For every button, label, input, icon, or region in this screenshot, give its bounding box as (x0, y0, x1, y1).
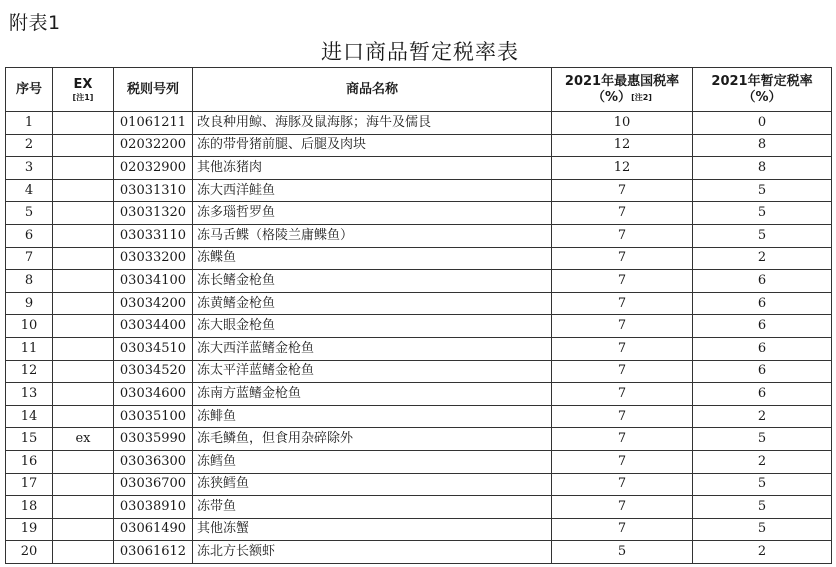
cell-seq: 13 (6, 383, 53, 406)
cell-mfn-rate: 7 (552, 518, 693, 541)
table-row (6, 518, 832, 541)
table-row (6, 541, 832, 564)
cell-mfn-rate: 7 (552, 292, 693, 315)
cell-ex (53, 270, 114, 293)
cell-seq: 11 (6, 337, 53, 360)
cell-ex (53, 450, 114, 473)
cell-ex (53, 337, 114, 360)
cell-temp-rate: 5 (693, 202, 832, 225)
header-mfn-note: [注2] (631, 92, 652, 102)
cell-name: 其他冻猪肉 (193, 157, 552, 180)
header-mfn-unit: （%） (592, 89, 632, 105)
cell-temp-rate: 0 (693, 112, 832, 135)
cell-code: 03035990 (114, 428, 193, 451)
cell-ex (53, 315, 114, 338)
cell-temp-rate: 8 (693, 157, 832, 180)
cell-name: 冻多瑙哲罗鱼 (193, 202, 552, 225)
cell-ex (53, 134, 114, 157)
cell-mfn-rate: 7 (552, 450, 693, 473)
cell-seq: 19 (6, 518, 53, 541)
cell-temp-rate: 5 (693, 473, 832, 496)
cell-name: 冻鲱鱼 (193, 405, 552, 428)
table-row (6, 337, 832, 360)
cell-code: 03034400 (114, 315, 193, 338)
cell-temp-rate: 8 (693, 134, 832, 157)
cell-mfn-rate: 7 (552, 247, 693, 270)
cell-mfn-rate: 7 (552, 315, 693, 338)
cell-code: 03031320 (114, 202, 193, 225)
cell-ex (53, 518, 114, 541)
cell-ex (53, 247, 114, 270)
cell-ex (53, 112, 114, 135)
table-row (6, 202, 832, 225)
header-temp-rate (693, 68, 832, 112)
cell-seq: 15 (6, 428, 53, 451)
table-row (6, 134, 832, 157)
cell-name: 冻大西洋鲑鱼 (193, 179, 552, 202)
cell-mfn-rate: 7 (552, 473, 693, 496)
cell-mfn-rate: 7 (552, 337, 693, 360)
table-row (6, 405, 832, 428)
cell-mfn-rate: 7 (552, 224, 693, 247)
cell-name: 冻毛鳞鱼，但食用杂碎除外 (193, 428, 552, 451)
table-row (6, 315, 832, 338)
cell-code: 02032200 (114, 134, 193, 157)
cell-mfn-rate: 7 (552, 270, 693, 293)
cell-seq: 20 (6, 541, 53, 564)
table-row (6, 428, 832, 451)
cell-seq: 10 (6, 315, 53, 338)
cell-temp-rate: 6 (693, 360, 832, 383)
cell-mfn-rate: 7 (552, 496, 693, 519)
cell-temp-rate: 5 (693, 518, 832, 541)
cell-name: 冻大西洋蓝鳍金枪鱼 (193, 337, 552, 360)
cell-name: 冻太平洋蓝鳍金枪鱼 (193, 360, 552, 383)
cell-seq: 6 (6, 224, 53, 247)
cell-temp-rate: 5 (693, 179, 832, 202)
cell-ex (53, 224, 114, 247)
table-row (6, 179, 832, 202)
cell-ex (53, 157, 114, 180)
cell-code: 03034600 (114, 383, 193, 406)
table-row (6, 247, 832, 270)
cell-name: 冻北方长额虾 (193, 541, 552, 564)
cell-code: 01061211 (114, 112, 193, 135)
table-title: 进口商品暂定税率表 (321, 40, 519, 64)
header-temp-label: 2021年暂定税率 (711, 73, 813, 89)
cell-temp-rate: 5 (693, 428, 832, 451)
cell-name: 冻黄鳍金枪鱼 (193, 292, 552, 315)
table-row (6, 292, 832, 315)
cell-temp-rate: 5 (693, 496, 832, 519)
cell-temp-rate: 2 (693, 541, 832, 564)
cell-code: 03031310 (114, 179, 193, 202)
cell-temp-rate: 6 (693, 315, 832, 338)
cell-temp-rate: 2 (693, 247, 832, 270)
cell-name: 冻狭鳕鱼 (193, 473, 552, 496)
cell-seq: 16 (6, 450, 53, 473)
cell-seq: 3 (6, 157, 53, 180)
cell-code: 03036300 (114, 450, 193, 473)
cell-seq: 14 (6, 405, 53, 428)
cell-code: 03038910 (114, 496, 193, 519)
cell-code: 03034510 (114, 337, 193, 360)
cell-mfn-rate: 12 (552, 134, 693, 157)
cell-code: 03034200 (114, 292, 193, 315)
header-ex-note: [注1] (72, 92, 94, 102)
cell-mfn-rate: 7 (552, 383, 693, 406)
cell-ex (53, 473, 114, 496)
cell-seq: 4 (6, 179, 53, 202)
cell-ex (53, 383, 114, 406)
table-row (6, 224, 832, 247)
header-mfn-label: 2021年最惠国税率 (564, 73, 680, 89)
cell-mfn-rate: 7 (552, 405, 693, 428)
cell-name: 冻南方蓝鳍金枪鱼 (193, 383, 552, 406)
cell-temp-rate: 2 (693, 405, 832, 428)
cell-mfn-rate: 7 (552, 202, 693, 225)
cell-seq: 9 (6, 292, 53, 315)
cell-mfn-rate: 7 (552, 428, 693, 451)
cell-name: 冻鳕鱼 (193, 450, 552, 473)
cell-code: 03061490 (114, 518, 193, 541)
cell-name: 冻马舌鲽（格陵兰庸鲽鱼） (193, 224, 552, 247)
header-ex (53, 68, 114, 112)
header-ex-label: EX (73, 76, 93, 92)
cell-mfn-rate: 12 (552, 157, 693, 180)
cell-code: 03036700 (114, 473, 193, 496)
cell-name: 其他冻蟹 (193, 518, 552, 541)
table-row (6, 360, 832, 383)
cell-ex: ex (53, 428, 114, 451)
table-row (6, 383, 832, 406)
cell-seq: 17 (6, 473, 53, 496)
cell-temp-rate: 5 (693, 224, 832, 247)
cell-temp-rate: 6 (693, 270, 832, 293)
table-row (6, 496, 832, 519)
header-mfn-rate (552, 68, 693, 112)
cell-name: 改良种用鲸、海豚及鼠海豚；海牛及儒艮 (193, 112, 552, 135)
table-header-row (6, 68, 832, 112)
cell-code: 03033110 (114, 224, 193, 247)
cell-ex (53, 202, 114, 225)
cell-code: 03061612 (114, 541, 193, 564)
table-row (6, 157, 832, 180)
cell-code: 03034520 (114, 360, 193, 383)
header-temp-unit: （%） (742, 89, 782, 105)
cell-name: 冻带鱼 (193, 496, 552, 519)
cell-seq: 1 (6, 112, 53, 135)
cell-seq: 5 (6, 202, 53, 225)
cell-name: 冻鲽鱼 (193, 247, 552, 270)
cell-temp-rate: 6 (693, 292, 832, 315)
cell-code: 03034100 (114, 270, 193, 293)
table-row (6, 270, 832, 293)
header-code: 税则号列 (114, 68, 193, 112)
cell-code: 03033200 (114, 247, 193, 270)
cell-seq: 7 (6, 247, 53, 270)
cell-mfn-rate: 7 (552, 179, 693, 202)
cell-mfn-rate: 5 (552, 541, 693, 564)
cell-ex (53, 541, 114, 564)
cell-ex (53, 405, 114, 428)
cell-ex (53, 360, 114, 383)
cell-code: 02032900 (114, 157, 193, 180)
cell-temp-rate: 2 (693, 450, 832, 473)
table-row (6, 473, 832, 496)
cell-seq: 8 (6, 270, 53, 293)
cell-seq: 2 (6, 134, 53, 157)
cell-seq: 18 (6, 496, 53, 519)
cell-name: 冻大眼金枪鱼 (193, 315, 552, 338)
cell-seq: 12 (6, 360, 53, 383)
table-row (6, 112, 832, 135)
cell-ex (53, 292, 114, 315)
cell-ex (53, 496, 114, 519)
cell-name: 冻的带骨猪前腿、后腿及肉块 (193, 134, 552, 157)
tariff-table (5, 67, 832, 564)
table-row (6, 450, 832, 473)
cell-ex (53, 179, 114, 202)
cell-temp-rate: 6 (693, 337, 832, 360)
cell-mfn-rate: 7 (552, 360, 693, 383)
appendix-label: 附表1 (9, 12, 61, 34)
cell-mfn-rate: 10 (552, 112, 693, 135)
cell-name: 冻长鳍金枪鱼 (193, 270, 552, 293)
cell-temp-rate: 6 (693, 383, 832, 406)
cell-code: 03035100 (114, 405, 193, 428)
header-name: 商品名称 (193, 68, 552, 112)
header-seq: 序号 (6, 68, 53, 112)
